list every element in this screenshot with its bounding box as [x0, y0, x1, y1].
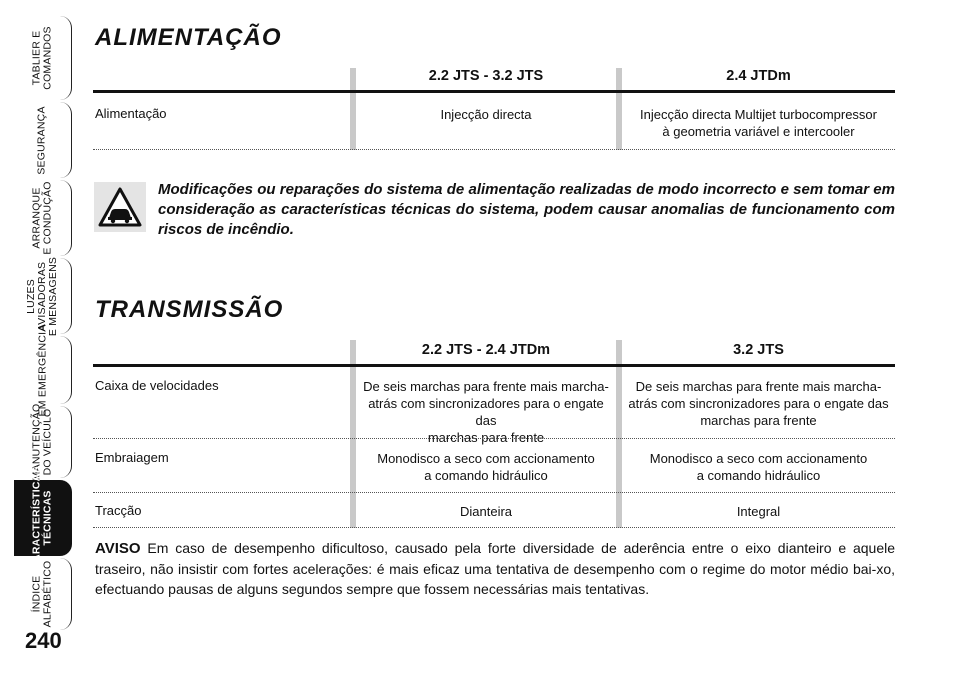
section-title-alimentacao: ALIMENTAÇÃO	[95, 24, 282, 51]
row-divider	[93, 492, 895, 493]
tab-em-emergencia[interactable]	[14, 324, 72, 416]
tab-label: TABLIER E COMANDOS	[30, 26, 54, 90]
aviso-label: AVISO	[95, 540, 141, 557]
table-cell: Injecção directa	[440, 107, 532, 122]
tab-caracteristicas-tecnicas[interactable]	[14, 466, 72, 570]
aviso-paragraph	[95, 538, 895, 599]
column-header: 3.2 JTS	[733, 342, 784, 358]
chapter-sidebar	[14, 16, 74, 628]
warning-text: Modificações ou reparações do sistema de alimentação realizadas de modo incorrecto e sem tomar em consideração as características técnicas do sistema, podem causar anomalias de funcionamento com riscos de incêndio.	[158, 181, 895, 238]
row-divider	[93, 438, 895, 439]
aviso-text: Em caso de desempenho dificultoso, causado pela forte diversidade de aderência entre o eixo dianteiro e aquele traseiro, não insistir com fortes acelerações: é mais eficaz uma tentativa de desempenho com o regime do motor médio bai-xo, efectuando pausas de alguns segundos sempre que fossem necessárias mais tentativas.	[95, 540, 895, 597]
column-header: 2.2 JTS - 3.2 JTS	[428, 68, 544, 84]
table-header-rule	[93, 90, 895, 93]
tab-label: SEGURANÇA	[36, 105, 48, 175]
tab-label: CARACTERÍSTICAS TÉCNICAS	[30, 466, 54, 570]
page-number: 240	[25, 628, 62, 653]
row-label: Tracção	[95, 503, 142, 518]
tab-luzes-avisadoras[interactable]	[14, 258, 72, 334]
tab-arranque-conducao[interactable]	[14, 180, 72, 256]
tab-label: LUZES AVISADORAS E MENSAGENS	[25, 256, 59, 336]
table-cell: Monodisco a seco com accionamento a comando hidráulico	[377, 451, 595, 483]
tab-indice-alfabetico[interactable]	[14, 558, 72, 630]
table-cell: Monodisco a seco com accionamento a comando hidráulico	[649, 451, 868, 483]
row-label: Caixa de velocidades	[95, 378, 219, 393]
tab-label: ÍNDICE ALFABÉTICO	[30, 560, 54, 628]
table-cell: De seis marchas para frente mais marcha- atrás com sincronizadores para o engate das marchas para frente	[363, 379, 609, 445]
column-header: 2.4 JTDm	[726, 68, 791, 84]
table-cell: Dianteira	[459, 504, 513, 519]
table-cell: De seis marchas para frente mais marcha- atrás com sincronizadores para o engate das marchas para frente	[628, 379, 889, 428]
table-header-rule	[93, 364, 895, 367]
table-cell: Integral	[736, 504, 781, 519]
tab-label: ARRANQUE E CONDUÇÃO	[30, 181, 54, 255]
column-header: 2.2 JTS - 2.4 JTDm	[421, 342, 551, 358]
tab-seguranca[interactable]	[14, 102, 72, 178]
tab-label: MANUTENÇÃO DO VEÍCULO	[30, 403, 54, 481]
row-label: Embraiagem	[95, 450, 169, 465]
row-divider	[93, 527, 895, 528]
warning-car-triangle-icon	[94, 182, 146, 232]
column-divider	[616, 340, 622, 528]
tab-tablier-comandos[interactable]	[14, 16, 72, 100]
section-title-transmissao: TRANSMISSÃO	[95, 296, 284, 323]
row-divider	[93, 149, 895, 150]
table-cell: Injecção directa Multijet turbocompressor à geometria variável e intercooler	[640, 107, 877, 139]
tab-label: EM EMERGÊNCIA	[36, 324, 48, 416]
row-label: Alimentação	[95, 106, 167, 121]
